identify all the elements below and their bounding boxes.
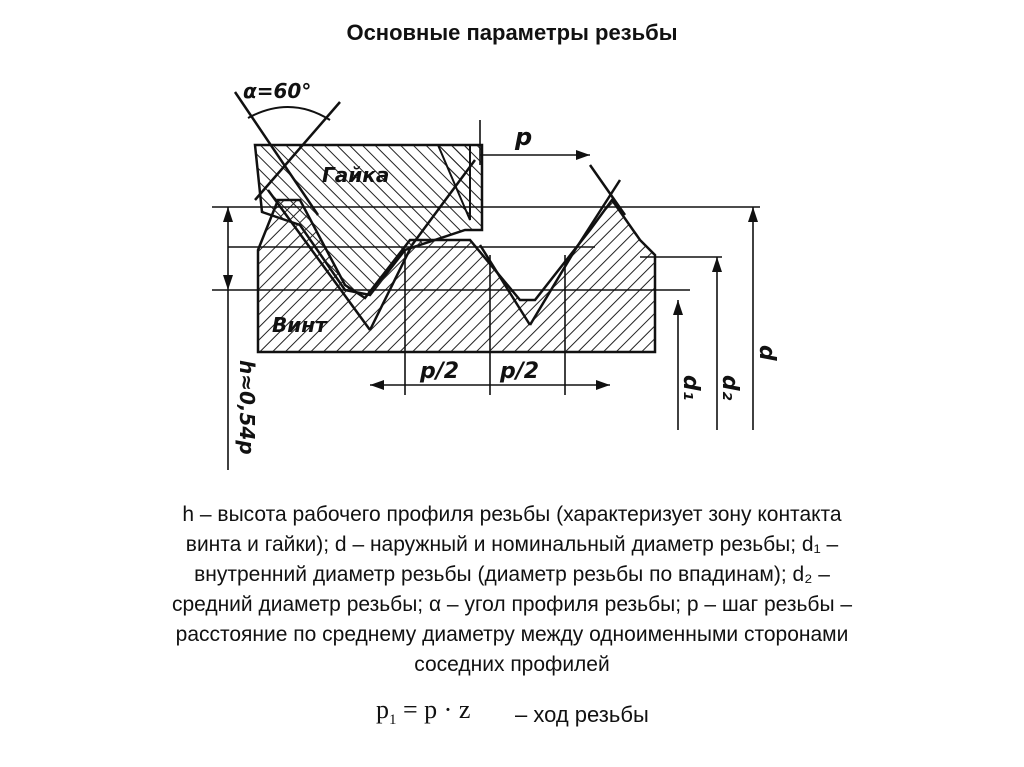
description-line: винта и гайки); d – наружный и номинальный диаметр резьбы; d₁ – — [185, 533, 839, 556]
angle-label: α=60° — [243, 79, 312, 103]
half-pitch-right-label: p/2 — [500, 359, 540, 384]
description-line: средний диаметр резьбы; α – угол профиля резьбы; p – шаг резьбы – — [171, 593, 853, 616]
angle-arc — [248, 107, 330, 120]
nut-label: Гайка — [322, 163, 390, 187]
d2-label: d₂ — [717, 375, 742, 401]
page-title: Основные параметры резьбы — [346, 20, 678, 45]
pitch-label: p — [515, 123, 533, 151]
d1-label: d₁ — [678, 375, 703, 401]
description-line: соседних профилей — [414, 653, 610, 676]
formula-rhs: = p · z — [396, 695, 471, 724]
description-line: внутренний диаметр резьбы (диаметр резьбы по впадинам); d₂ – — [194, 563, 830, 586]
d-label: d — [754, 345, 779, 361]
description — [90, 500, 934, 680]
formula-caption: – ход резьбы — [515, 702, 649, 727]
description-line: h – высота рабочего профиля резьбы (характеризует зону контакта — [182, 503, 842, 526]
half-pitch-left-label: p/2 — [420, 359, 460, 384]
formula-lhs-sub: 1 — [389, 712, 397, 729]
height-label: h≈0,54p — [235, 360, 259, 455]
bolt-label: Винт — [272, 313, 327, 337]
formula — [376, 695, 470, 729]
formula-lhs: p — [376, 695, 389, 724]
description-line: расстояние по среднему диаметру между одноименными сторонами — [175, 623, 849, 646]
